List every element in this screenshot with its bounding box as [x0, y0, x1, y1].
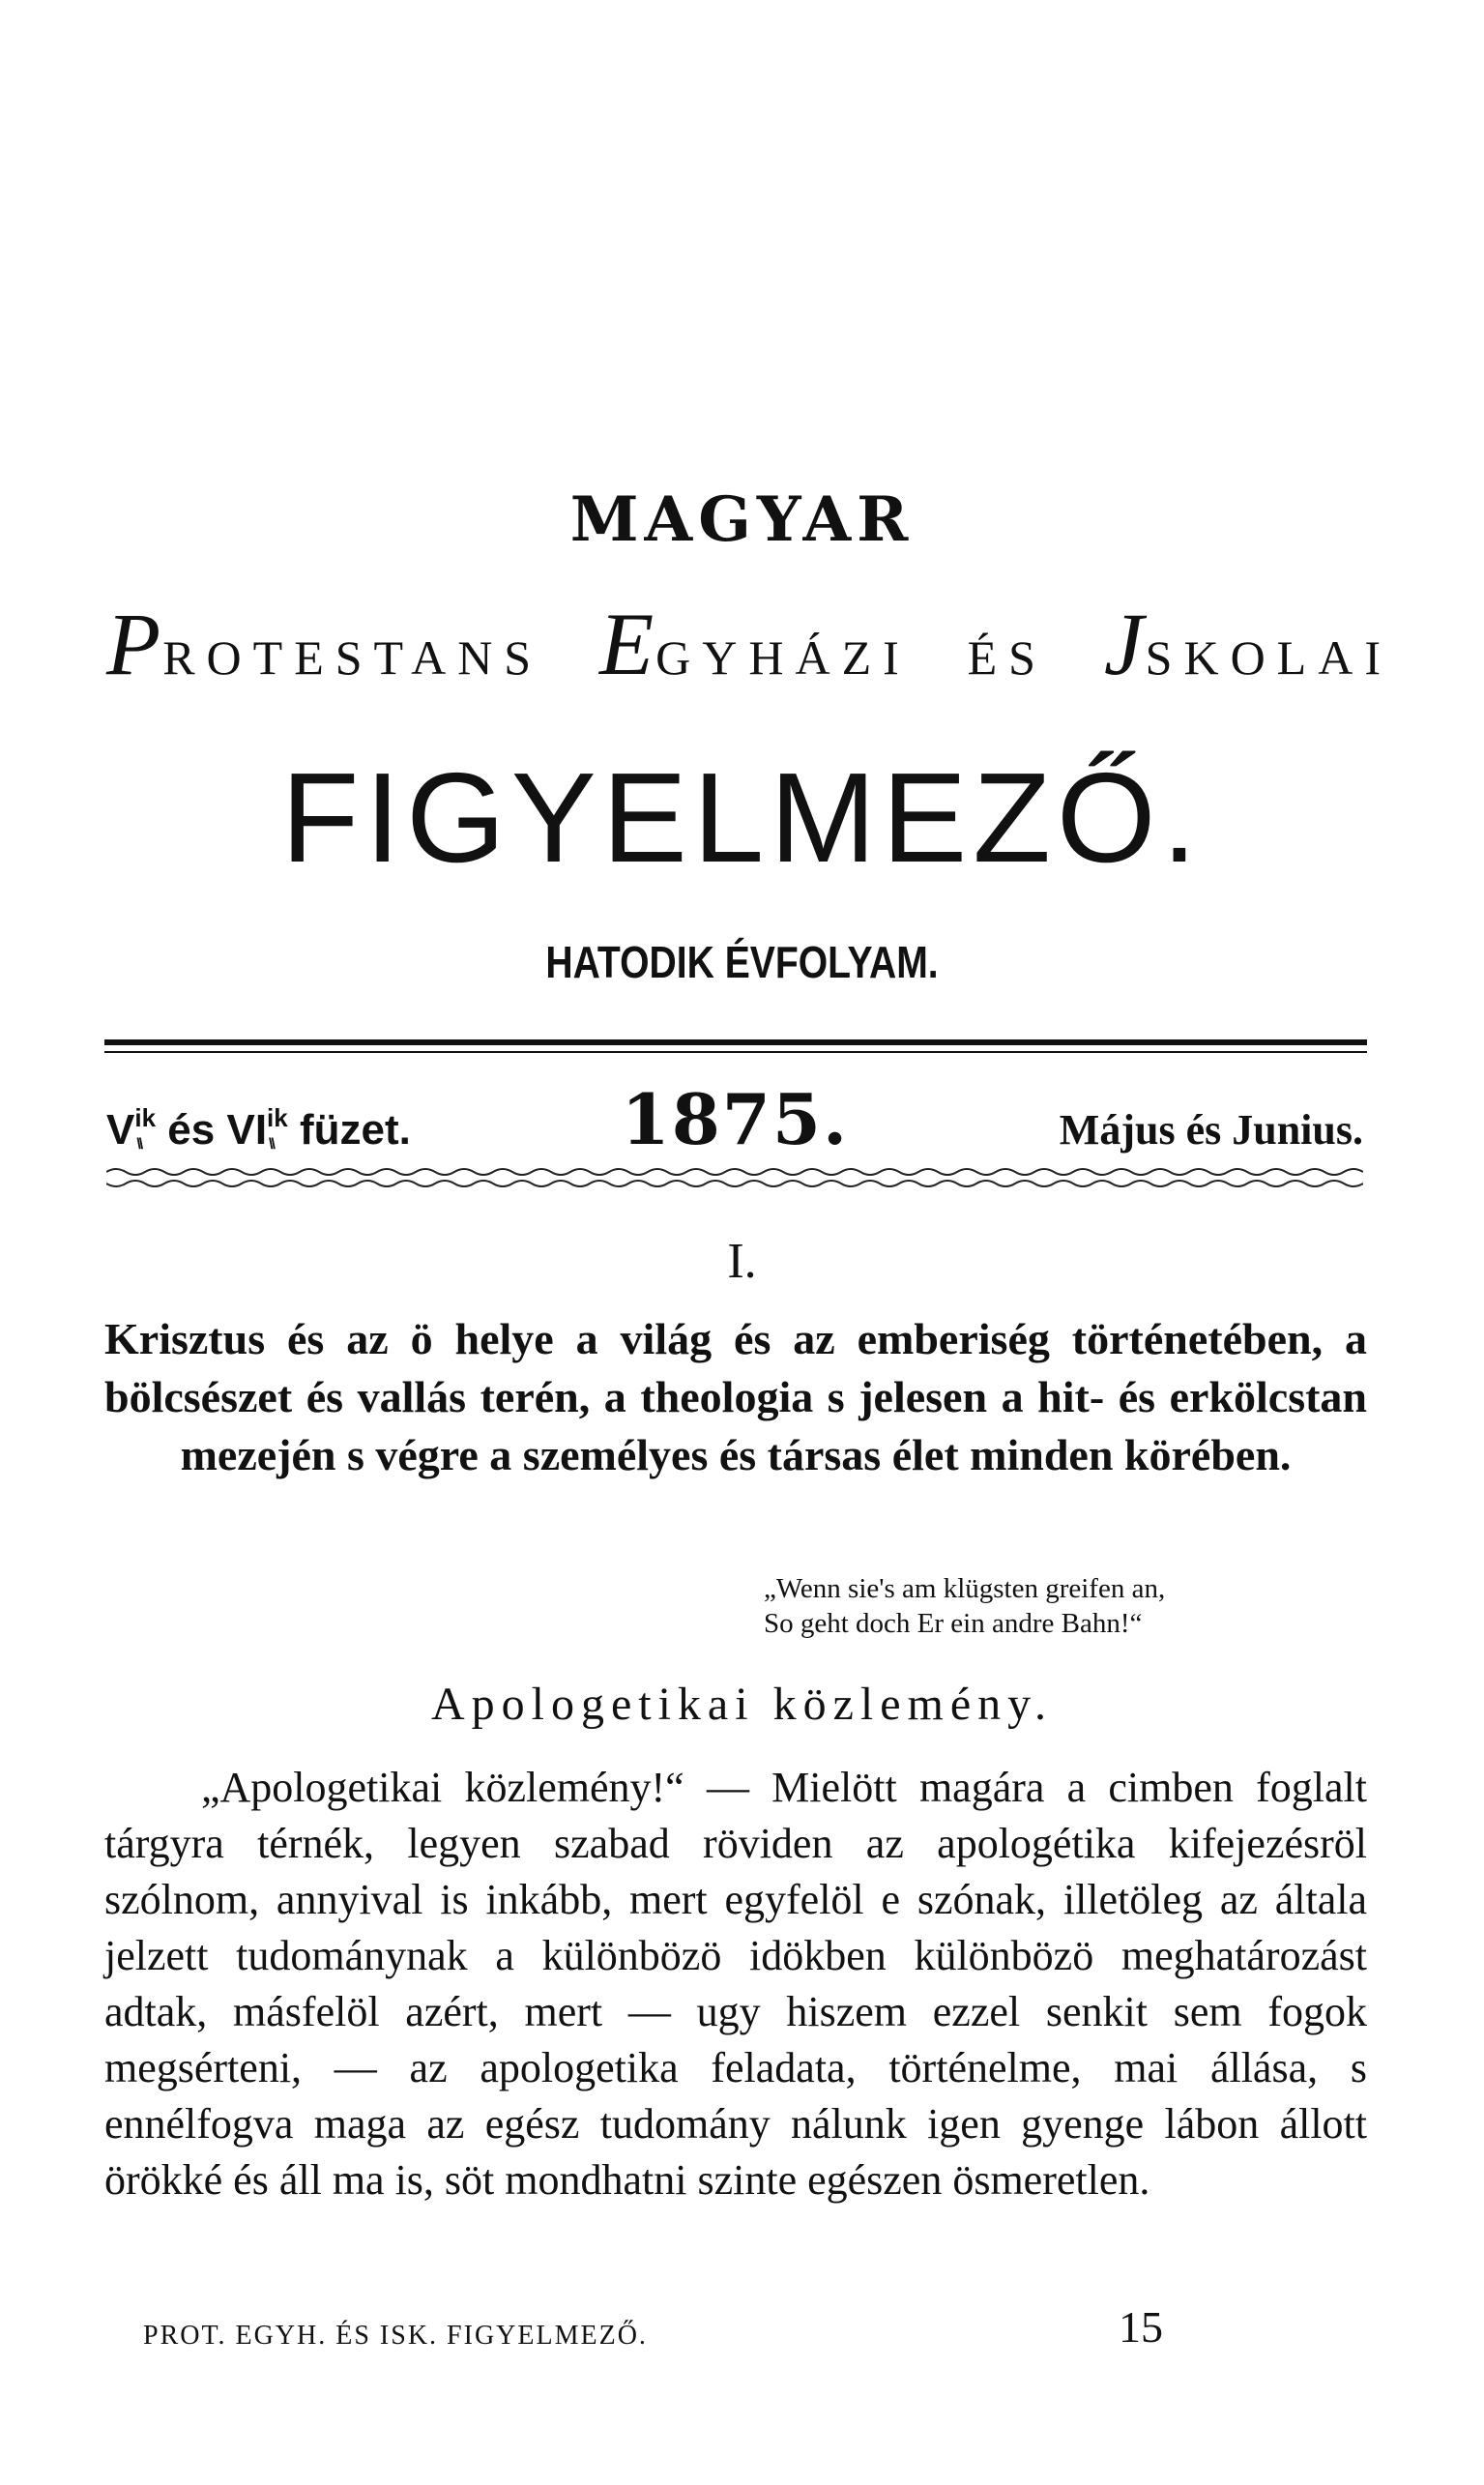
- running-footer: PROT. EGYH. ÉS ISK. FIGYELMEZŐ.: [143, 2321, 648, 2351]
- issue-months: Május és Junius.: [1059, 1106, 1363, 1154]
- issue-year: 1875.: [621, 1078, 850, 1160]
- motto-line-2: So geht doch Er ein andre Bahn!“: [764, 1608, 1143, 1639]
- subtitle-word-1: PROTESTANS: [106, 595, 543, 693]
- motto: [764, 1571, 1344, 1641]
- subtitle-word-2: EGYHÁZI: [598, 595, 911, 693]
- divider-thin: [104, 1051, 1367, 1053]
- body-paragraph: „Apologetikai közlemény!“ — Mielött magára a cimben foglalt tárgyra térnék, legyen szabad röviden az apologétika kifejezésröl szólnom, annyival is inkább, mert egyfelöl e szónak, illetöleg az általa jelzett tudománynak a különbözö idökben különbözö meghatározást adtak, másfelöl azért, mert — ugy hiszem ezzel senkit sem fogok megsérteni, — az apologetika feladata, történelme, mai állása, s ennélfogva maga az egész tudomány nálunk igen gyenge lábon állott örökké és áll ma is, söt mondhatni szinte egészen ösmeretlen.: [104, 1764, 1367, 2204]
- subtitle-word-4: JSKOLAI: [1103, 595, 1392, 693]
- article-heading: Krisztus és az ö helye a világ és az emberiség történetében, a bölcsészet és vallás terén, a theologia s jelesen a hit- és erkölcstan mezején s végre a személyes és társas élet minden körében.: [104, 1314, 1367, 1479]
- subtitle-word-3: ÉS: [967, 630, 1047, 685]
- body-text: [104, 1760, 1367, 2208]
- article-number: I.: [727, 1234, 757, 1289]
- section-title: Apologetikai közlemény.: [430, 1679, 1054, 1730]
- issue-line: [106, 1078, 1363, 1160]
- issue-number: Vik \\ és VIik \\ füzet.: [106, 1106, 411, 1155]
- journal-subtitle: [106, 595, 1392, 693]
- journal-prefix: MAGYAR: [569, 483, 915, 556]
- page-number: 15: [1119, 2302, 1163, 2352]
- divider-thick: [104, 1039, 1367, 1045]
- journal-title: FIGYELMEZŐ.: [280, 746, 1204, 889]
- motto-line-1: „Wenn sie's am klügsten greifen an,: [764, 1573, 1166, 1604]
- wavy-rule-ornament: [106, 1160, 1363, 1199]
- volume-label: HATODIK ÉVFOLYAM.: [545, 937, 939, 987]
